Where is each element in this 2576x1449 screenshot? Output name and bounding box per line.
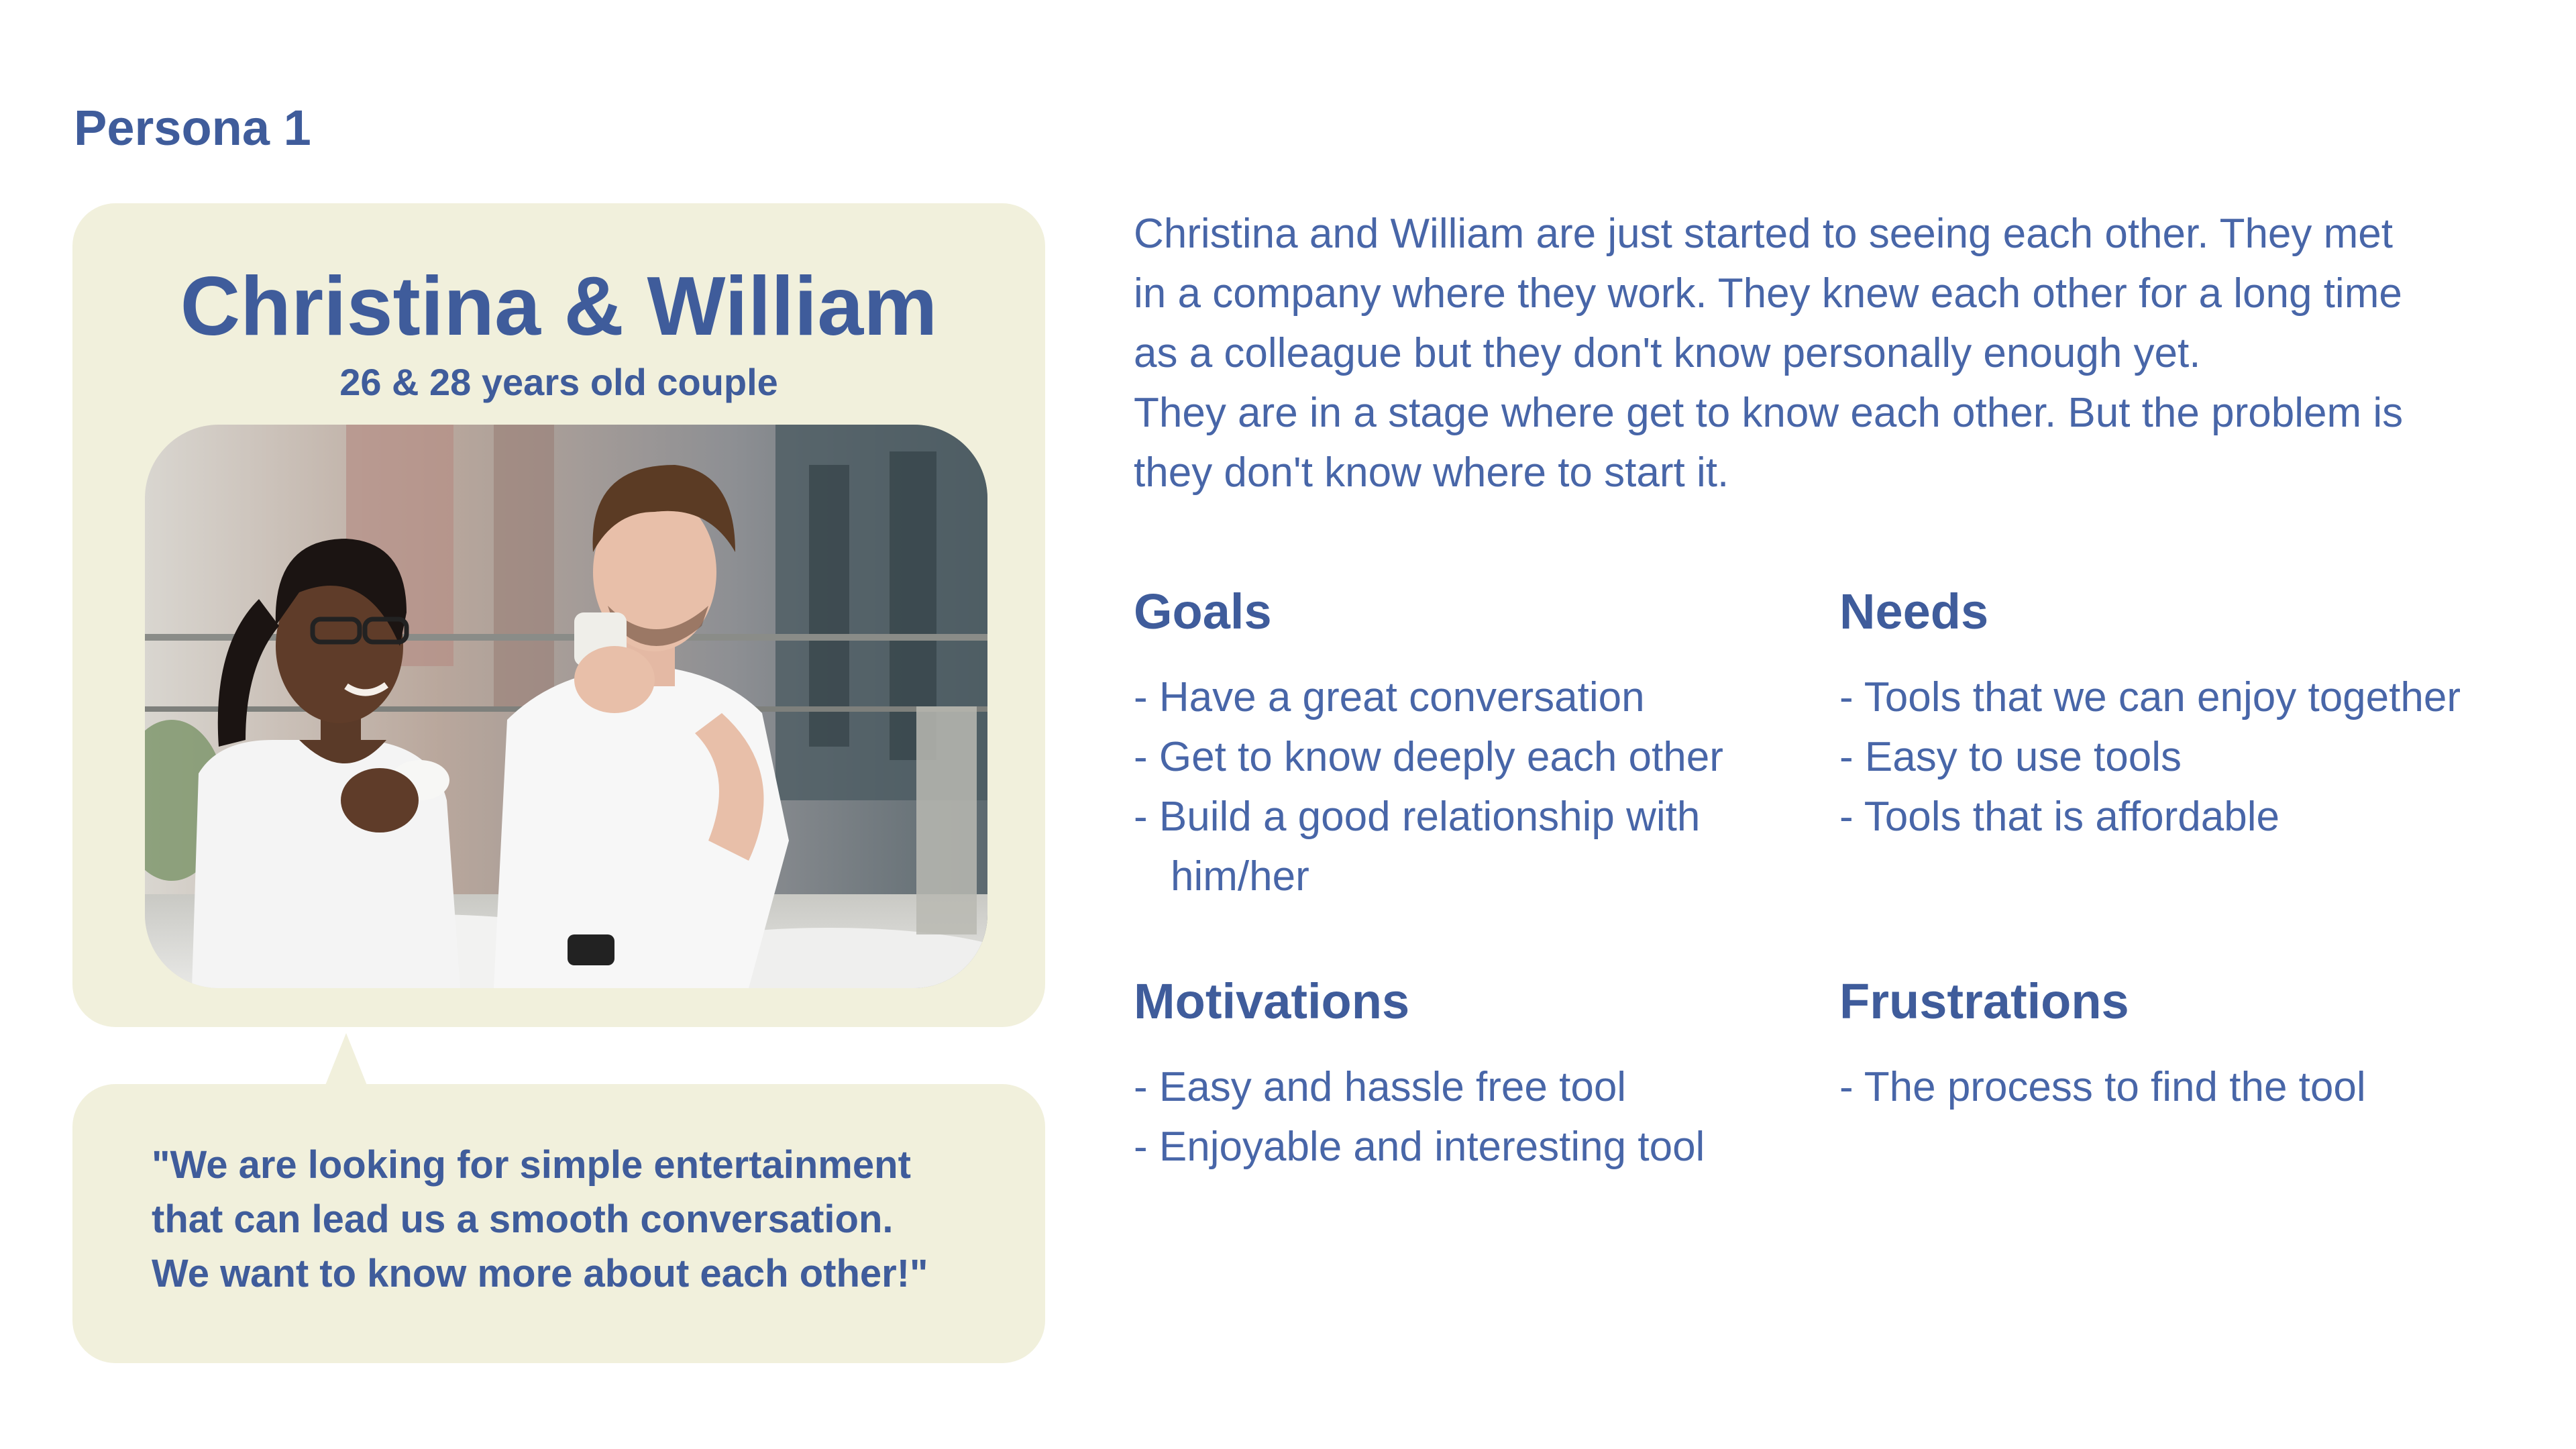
needs-section <box>1839 584 2537 847</box>
goals-heading: Goals <box>1134 584 1272 639</box>
motivations-section <box>1134 973 1831 1177</box>
goal-item: - Have a great conversation <box>1134 674 1645 720</box>
description-line: they don't know where to start it. <box>1134 449 1729 496</box>
need-item: - Tools that we can enjoy together <box>1839 674 2461 720</box>
description-line: Christina and William are just started to seeing each other. They met <box>1134 211 2393 257</box>
motivations-list <box>1134 1057 1831 1177</box>
motivation-item: - Easy and hassle free tool <box>1134 1064 1627 1110</box>
frustrations-section <box>1839 973 2537 1117</box>
profile-name: Christina & William <box>180 260 938 353</box>
description-line: as a colleague but they don't know personally enough yet. <box>1134 330 2201 376</box>
quote-card <box>72 1084 1045 1363</box>
persona-description <box>1134 204 2529 502</box>
goals-list <box>1134 667 1831 906</box>
goals-section <box>1134 584 1831 906</box>
profile-card <box>72 203 1045 1027</box>
quote-line: "We are looking for simple entertainment <box>152 1143 911 1187</box>
quote-text <box>152 1138 997 1301</box>
goal-item: him/her <box>1171 853 1309 900</box>
speech-bubble-tail <box>325 1033 368 1087</box>
quote-line: We want to know more about each other!" <box>152 1252 928 1295</box>
description-line: They are in a stage where get to know each other. But the problem is <box>1134 390 2404 436</box>
frustrations-list <box>1839 1057 2537 1117</box>
description-line: in a company where they work. They knew each other for a long time <box>1134 270 2402 317</box>
motivations-heading: Motivations <box>1134 973 1410 1029</box>
couple-photo <box>145 425 987 988</box>
needs-heading: Needs <box>1839 584 1989 639</box>
goal-item: - Get to know deeply each other <box>1134 734 1723 780</box>
needs-list <box>1839 667 2537 847</box>
persona-label: Persona 1 <box>74 100 311 156</box>
profile-subtitle: 26 & 28 years old couple <box>339 361 778 403</box>
goal-item: - Build a good relationship with <box>1134 794 1701 840</box>
need-item: - Easy to use tools <box>1839 734 2182 780</box>
motivation-item: - Enjoyable and interesting tool <box>1134 1124 1705 1170</box>
quote-line: that can lead us a smooth conversation. <box>152 1197 894 1241</box>
frustrations-heading: Frustrations <box>1839 973 2129 1029</box>
need-item: - Tools that is affordable <box>1839 794 2279 840</box>
frustration-item: - The process to find the tool <box>1839 1064 2366 1110</box>
